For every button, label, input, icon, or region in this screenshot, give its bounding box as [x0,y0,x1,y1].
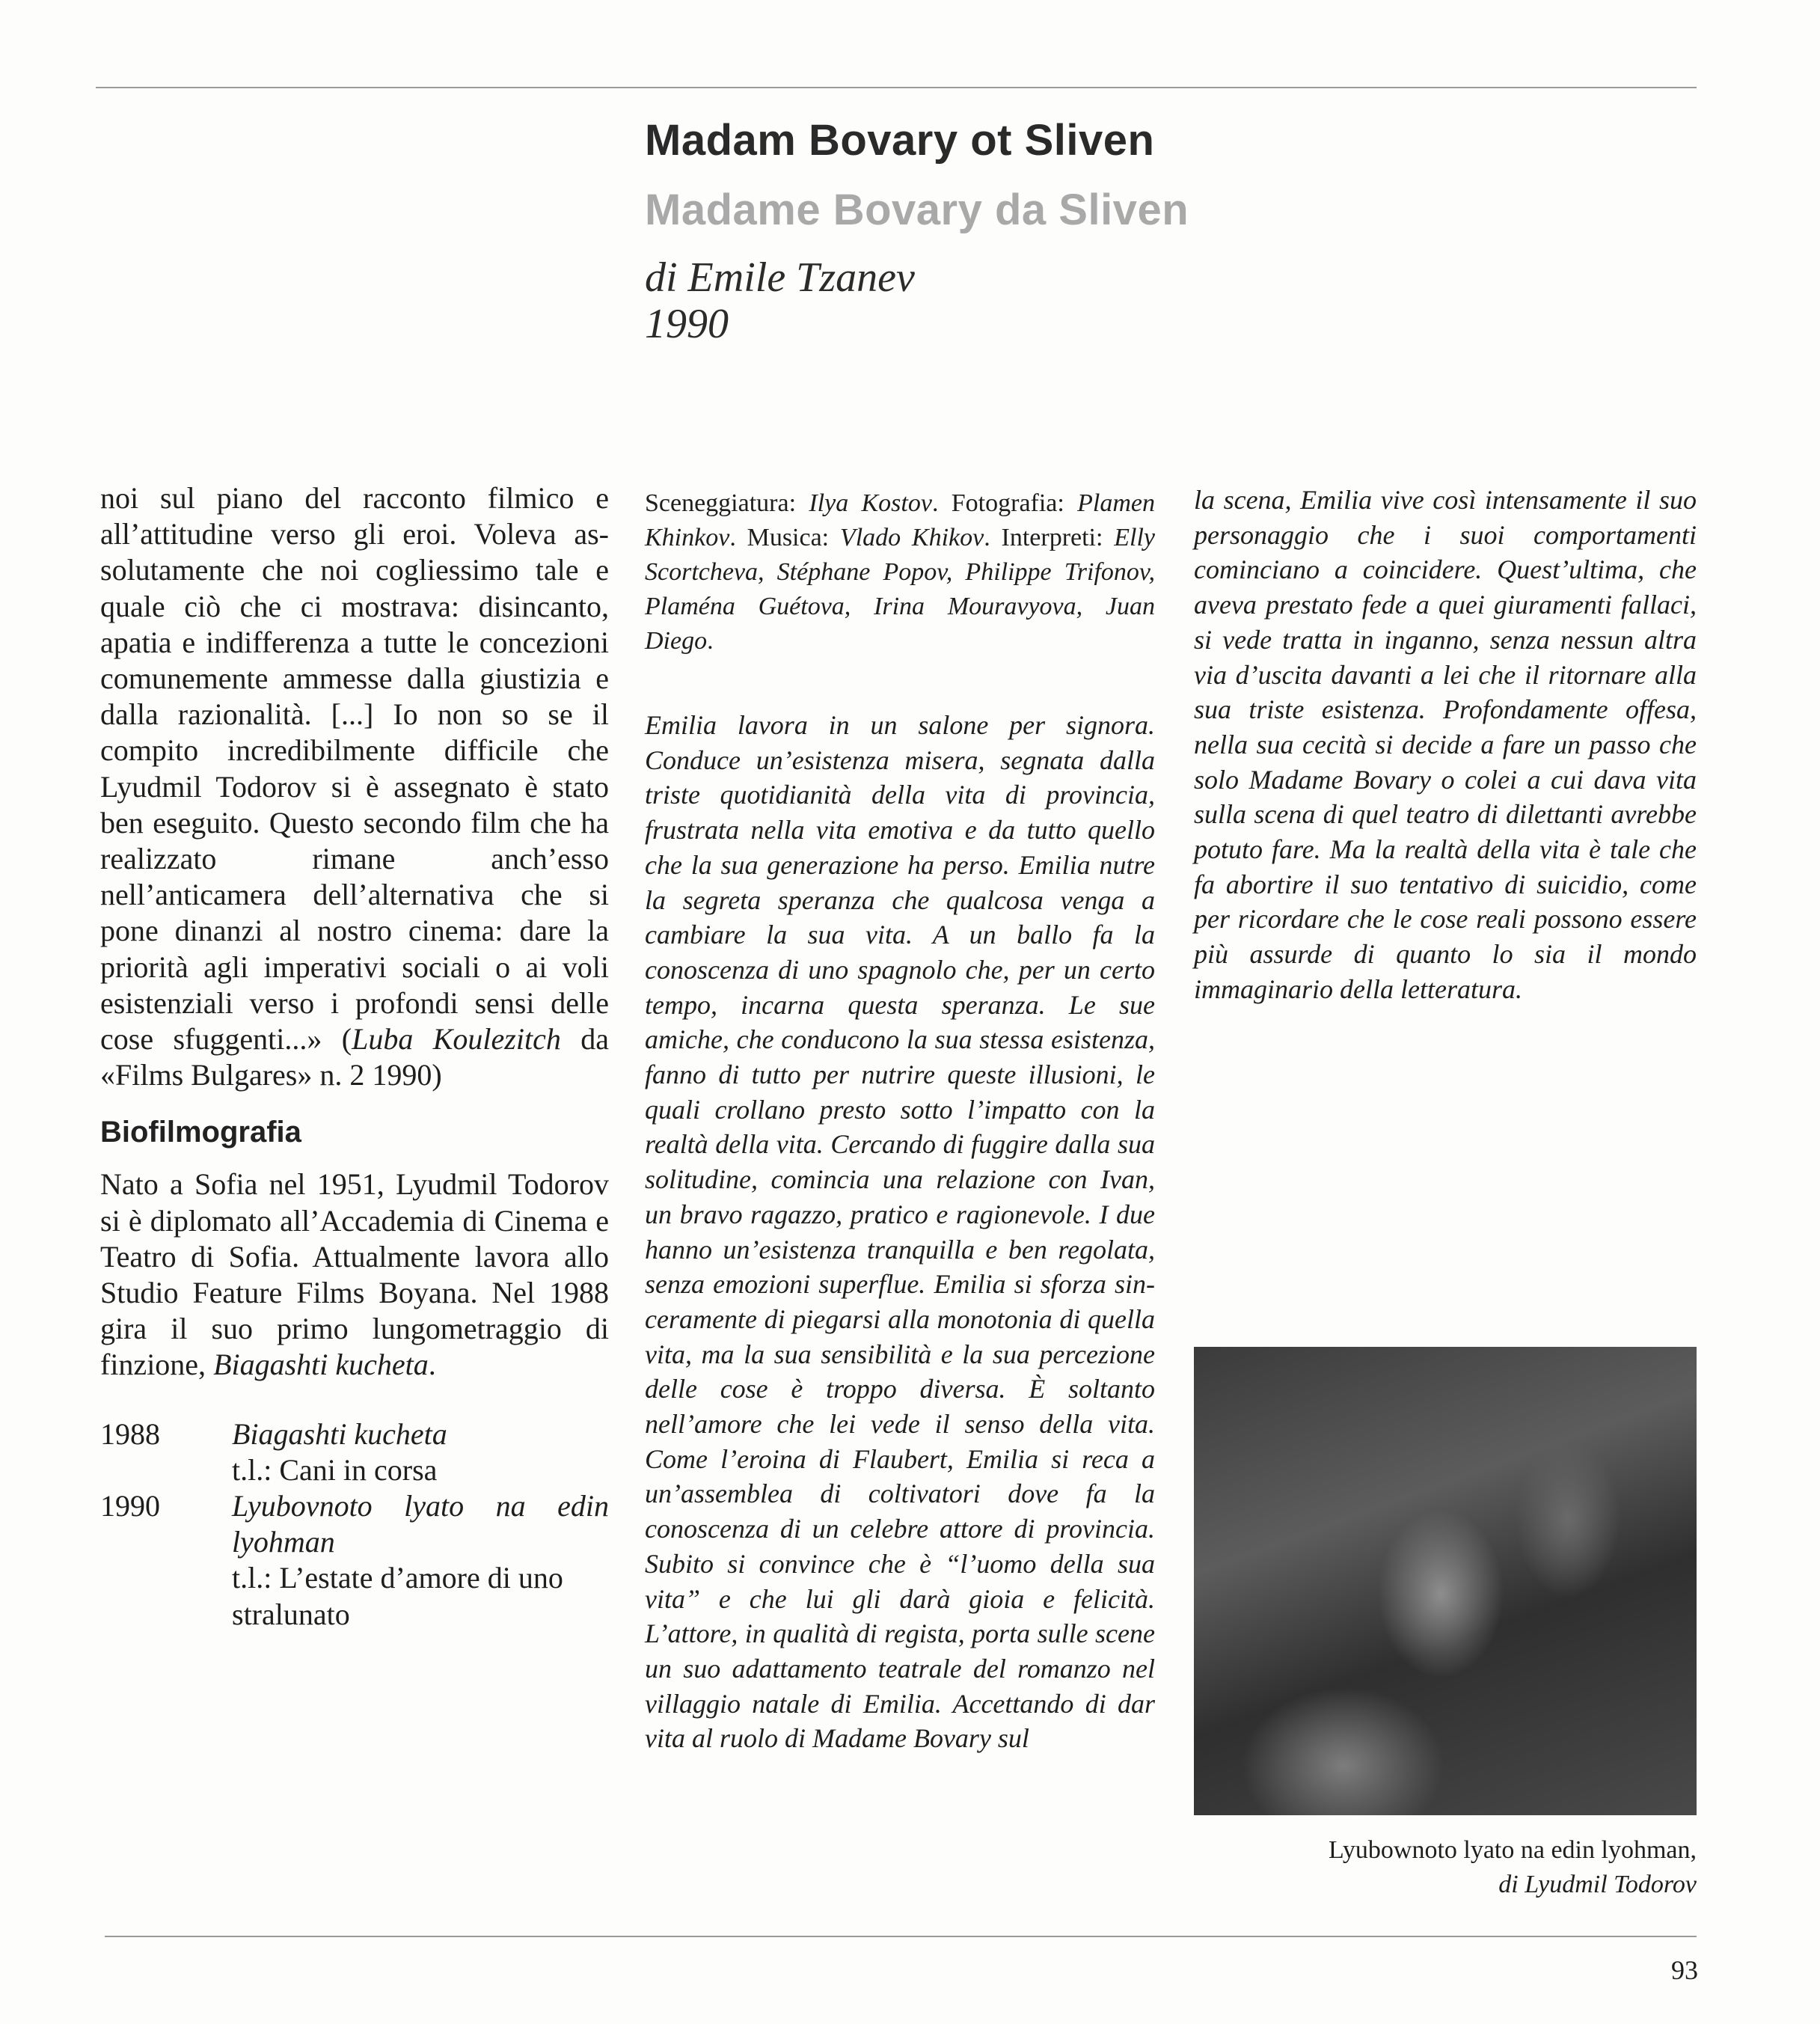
film-credits: Sceneggiatura: Ilya Kostov. Fotografia: Plamen Khinkov. Musica: Vlado Khikov. Interpreti: Elly Scortcheva, Stéphane Popov, Philippe Trifonov, Plaména Guétova, Irina Mouravyova, Juan Diego. [645,489,1156,655]
filmography-year: 1990 [100,1489,160,1523]
caption-title: Lyubownoto lyato na edin lyohman, [1329,1836,1697,1864]
right-column [1194,483,1697,1007]
filmography-title: Lyubovnoto lyato na edin lyohman [232,1489,609,1559]
filmography-entry [100,1416,609,1488]
film-director: di Emile Tzanev [645,254,915,301]
top-rule [96,87,1697,88]
review-continuation: noi sul piano del racconto filmico e all’attitudine verso gli eroi. Voleva assolutamente che noi cogliessimo tale e quale ciò che ci mostrava: disincanto, apatia e indifferenza a tutte le concezioni comunemente ammesse dalla giustizia e dalla razionalità. [...] Io non so se il compito incredibilmente difficile che Lyudmil Todorov si è assegnato è stato ben eseguito. Questo secondo film che ha realizzato rimane anch’esso nell’anticamera dell’alternativa che si pone dinanzi al nostro cinema: dare la priorità agli imperativi sociali o ai voli esistenziali verso i profondi sensi delle cose sfuggenti...» (Luba Koulezitch da «Films Bulgares» n. 2 1990) [100,481,609,1092]
bottom-rule [105,1936,1697,1937]
film-year: 1990 [645,301,729,347]
filmography-list [100,1416,609,1633]
filmography-entry [100,1488,609,1633]
filmography-year: 1988 [100,1416,160,1451]
filmography-translation: t.l.: L’estate d’amore di uno stralunato [232,1561,563,1631]
synopsis-part-1: Emilia lavora in un salone per signora. Conduce un’esistenza misera, segnata dalla triste quotidianità della vita di provincia, frustrata nella vita emotiva e da tutto quello che la sua generazione ha perso. Emilia nutre la segreta speranza che qualcosa venga a cambiare la sua vita. A un ballo fa la conoscenza di uno spagnolo che, per un certo tempo, incarna questa speranza. Le sue amiche, che conducono la sua stessa esistenza, fanno di tutto per nutrire queste illusioni, le quali crollano presto sotto l’impatto con la realtà della vita. Cercando di fuggire dalla sua solitudine, comincia una relazione con Ivan, un bravo ragazzo, pratico e ragionevole. I due hanno un’esistenza tranquilla e ben regolata, senza emozioni superflue. Emilia si sforza sinceramente di piegarsi alla monotonia di quella vita, ma la sua sensibilità e la sua percezione delle cose è troppo diversa. È soltanto nell’amore che lei vede il senso della vita. Come l’eroina di Flaubert, Emilia si reca a un’assemblea di coltivatori dove fa la conoscenza di un celebre attore di provincia. Subito si convince che è “l’uomo della sua vita” e che lui gli darà gioia e felicità. L’attore, in qualità di regista, porta sulle scene un suo adattamento teatrale del romanzo nel villaggio natale di Emilia. Accettando di dar vita al ruolo di Madame Bovary sul [645,710,1155,1754]
biofilmografia-heading: Biofilmografia [100,1116,301,1149]
photo-caption [1194,1833,1697,1902]
film-title: Madam Bovary ot Sliven [645,116,1155,165]
middle-column [645,486,1155,1756]
quote-author: Luba Koulezitch [352,1022,561,1057]
synopsis-part-2: la scena, Emilia vive così intensamente il suo personaggio che i suoi comportamenti cominciano a coincidere. Quest’ultima, che aveva prestato fede a quei giuramenti fallaci, si vede tratta in inganno, senza nessun altra via d’uscita davanti a lei che il ritornare alla sua triste esistenza. Profondamente offesa, nella sua cecità si decide a fare un passo che solo Madame Bovary o colei a cui dava vita sulla scena di quel teatro di dilettanti avrebbe potuto fare. Ma la realtà della vita è tale che fa abortire il suo tentativo di suicidio, come per ricordare che le cose reali possono essere più assurde di quanto lo sia il mondo immaginario della letteratura. [1194,485,1697,1004]
filmography-translation: t.l.: Cani in corsa [232,1452,438,1487]
article-header [645,118,1258,347]
page-number: 93 [1671,1955,1698,1985]
film-subtitle: Madame Bovary da Sliven [645,186,1189,234]
film-still-photo [1194,1347,1697,1815]
biography-text: Nato a Sofia nel 1951, Lyudmil Todorov si è diplomato all’Accademia di Cinema e Teatro di Sofia. Attualmente lavora allo Studio Feature Films Boyana. Nel 1988 gira il suo primo lungometraggio di finzione, Biagashti kucheta. [100,1167,609,1382]
left-column [100,480,609,1633]
filmography-title: Biagashti kucheta [232,1416,447,1451]
caption-credit: di Lyudmil Todorov [1498,1871,1697,1898]
